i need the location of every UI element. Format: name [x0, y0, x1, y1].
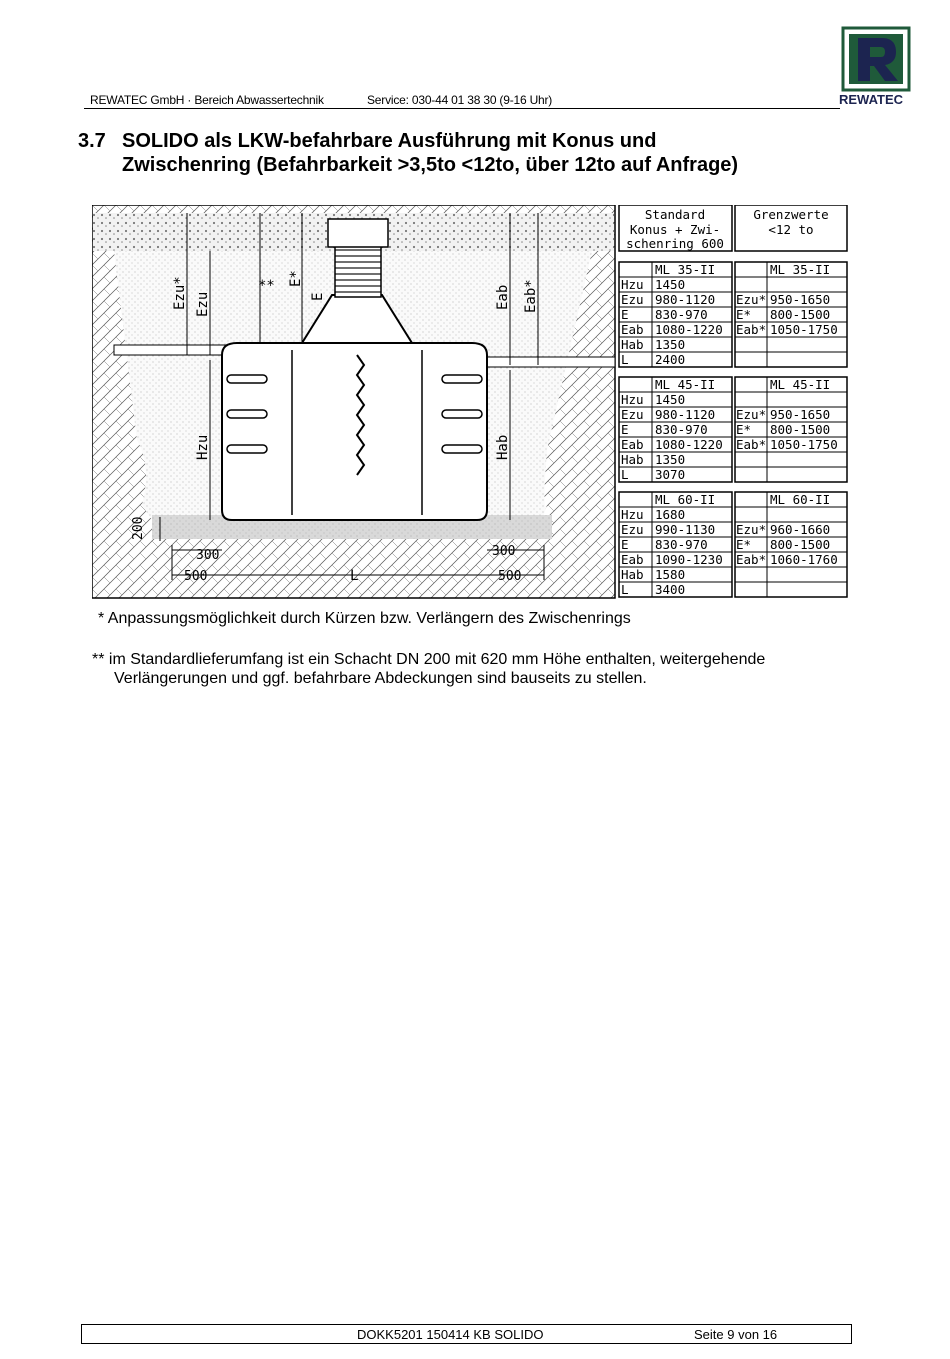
header-company: REWATEC GmbH · Bereich Abwassertechnik	[90, 93, 324, 107]
table-param-value: 1450	[655, 392, 686, 407]
table-param-value: 3400	[655, 582, 686, 597]
table-param-label: E	[621, 307, 629, 322]
limit-param-label: Eab*	[736, 552, 767, 567]
limit-param-value: 800-1500	[770, 422, 831, 437]
header-rule	[84, 108, 840, 109]
note-1: * Anpassungsmöglichkeit durch Kürzen bzw. Verlängern des Zwischenrings	[98, 610, 631, 627]
section-title-line1: SOLIDO als LKW-befahrbare Ausführung mit Konus und	[122, 130, 657, 152]
limit-param-label: Ezu*	[736, 522, 767, 537]
dim-eab-star: Eab*	[523, 279, 539, 313]
limit-param-label: E*	[736, 422, 752, 437]
table-model-standard: ML 45-II	[655, 377, 716, 392]
table-param-label: Hab	[621, 567, 644, 582]
dim-e-star: E*	[288, 270, 304, 287]
footer-page-number: Seite 9 von 16	[694, 1327, 778, 1342]
limit-param-label: Ezu*	[736, 407, 767, 422]
table-model-standard: ML 35-II	[655, 262, 716, 277]
limit-param-label: E*	[736, 307, 752, 322]
table-model-limit: ML 60-II	[770, 492, 831, 507]
table-model-standard: ML 60-II	[655, 492, 716, 507]
table-param-label: Hzu	[621, 277, 644, 292]
logo-text: REWATEC	[839, 92, 904, 107]
table-param-value: 1080-1220	[655, 437, 723, 452]
dim-300-left: 300	[196, 548, 220, 563]
note-2-line2: Verlängerungen und ggf. befahrbare Abdeckungen sind bauseits zu stellen.	[114, 670, 647, 687]
table-param-value: 1350	[655, 337, 686, 352]
table-param-value: 980-1120	[655, 292, 716, 307]
table-param-label: L	[621, 352, 629, 367]
std-header-2: Konus + Zwi-	[629, 222, 721, 237]
limit-param-label: E*	[736, 537, 752, 552]
dim-300-right: 300	[492, 544, 516, 559]
dim-double-star: **	[258, 278, 275, 294]
dim-length: L	[350, 568, 359, 584]
table-param-value: 1080-1220	[655, 322, 723, 337]
table-param-value: 830-970	[655, 307, 708, 322]
table-param-label: Eab	[621, 322, 644, 337]
limit-header-2: <12 to	[768, 222, 814, 237]
note-2-line1: ** im Standardlieferumfang ist ein Schacht DN 200 mit 620 mm Höhe enthalten, weitergehende	[92, 651, 766, 668]
limit-param-label: Ezu*	[736, 292, 767, 307]
dim-e: E	[310, 292, 326, 301]
limit-header-1: Grenzwerte	[753, 207, 829, 222]
dimension-tables	[619, 262, 847, 597]
table-param-label: E	[621, 537, 629, 552]
dim-500-left: 500	[184, 569, 208, 584]
limit-param-value: 960-1660	[770, 522, 831, 537]
table-param-label: E	[621, 422, 629, 437]
std-header-1: Standard	[644, 207, 706, 222]
dim-hzu: Hzu	[195, 434, 211, 460]
dim-hab: Hab	[495, 434, 511, 460]
table-param-label: Eab	[621, 437, 644, 452]
dim-200: 200	[131, 516, 146, 540]
table-param-label: Eab	[621, 552, 644, 567]
table-param-value: 1580	[655, 567, 686, 582]
table-param-value: 1450	[655, 277, 686, 292]
note-2	[92, 650, 765, 688]
limit-param-label: Eab*	[736, 437, 767, 452]
limit-param-value: 1060-1760	[770, 552, 838, 567]
table-param-value: 3070	[655, 467, 686, 482]
limit-param-label: Eab*	[736, 322, 767, 337]
table-param-label: Hab	[621, 452, 644, 467]
limit-param-value: 950-1650	[770, 292, 831, 307]
table-param-label: Ezu	[621, 407, 644, 422]
table-param-value: 1680	[655, 507, 686, 522]
table-param-label: Hzu	[621, 392, 644, 407]
table-model-limit: ML 35-II	[770, 262, 831, 277]
technical-drawing	[92, 205, 852, 600]
footer	[81, 1324, 852, 1344]
dim-ezu: Ezu	[195, 291, 211, 317]
footer-doc-id: DOKK5201 150414 KB SOLIDO	[357, 1327, 544, 1342]
rewatec-logo	[838, 26, 916, 108]
dim-eab: Eab	[495, 284, 511, 310]
limit-param-value: 1050-1750	[770, 322, 838, 337]
std-header-3: schenring 600	[626, 236, 724, 251]
table-model-limit: ML 45-II	[770, 377, 831, 392]
table-param-label: L	[621, 582, 629, 597]
table-param-label: Ezu	[621, 292, 644, 307]
section-title-line2: Zwischenring (Befahrbarkeit >3,5to <12to, über 12to auf Anfrage)	[122, 154, 739, 176]
table-param-label: Hab	[621, 337, 644, 352]
limit-param-value: 1050-1750	[770, 437, 838, 452]
header-service: Service: 030-44 01 38 30 (9-16 Uhr)	[367, 93, 553, 107]
limit-param-value: 800-1500	[770, 307, 831, 322]
limit-param-value: 800-1500	[770, 537, 831, 552]
section-title	[78, 129, 738, 177]
table-param-label: Hzu	[621, 507, 644, 522]
table-param-label: L	[621, 467, 629, 482]
table-param-value: 830-970	[655, 537, 708, 552]
table-param-value: 990-1130	[655, 522, 716, 537]
table-param-value: 2400	[655, 352, 686, 367]
table-param-value: 1350	[655, 452, 686, 467]
limit-param-value: 950-1650	[770, 407, 831, 422]
dim-ezu-star: Ezu*	[172, 276, 188, 310]
table-param-value: 1090-1230	[655, 552, 723, 567]
table-param-value: 980-1120	[655, 407, 716, 422]
table-param-label: Ezu	[621, 522, 644, 537]
dim-500-right: 500	[498, 569, 522, 584]
section-number: 3.7	[78, 130, 106, 152]
table-param-value: 830-970	[655, 422, 708, 437]
